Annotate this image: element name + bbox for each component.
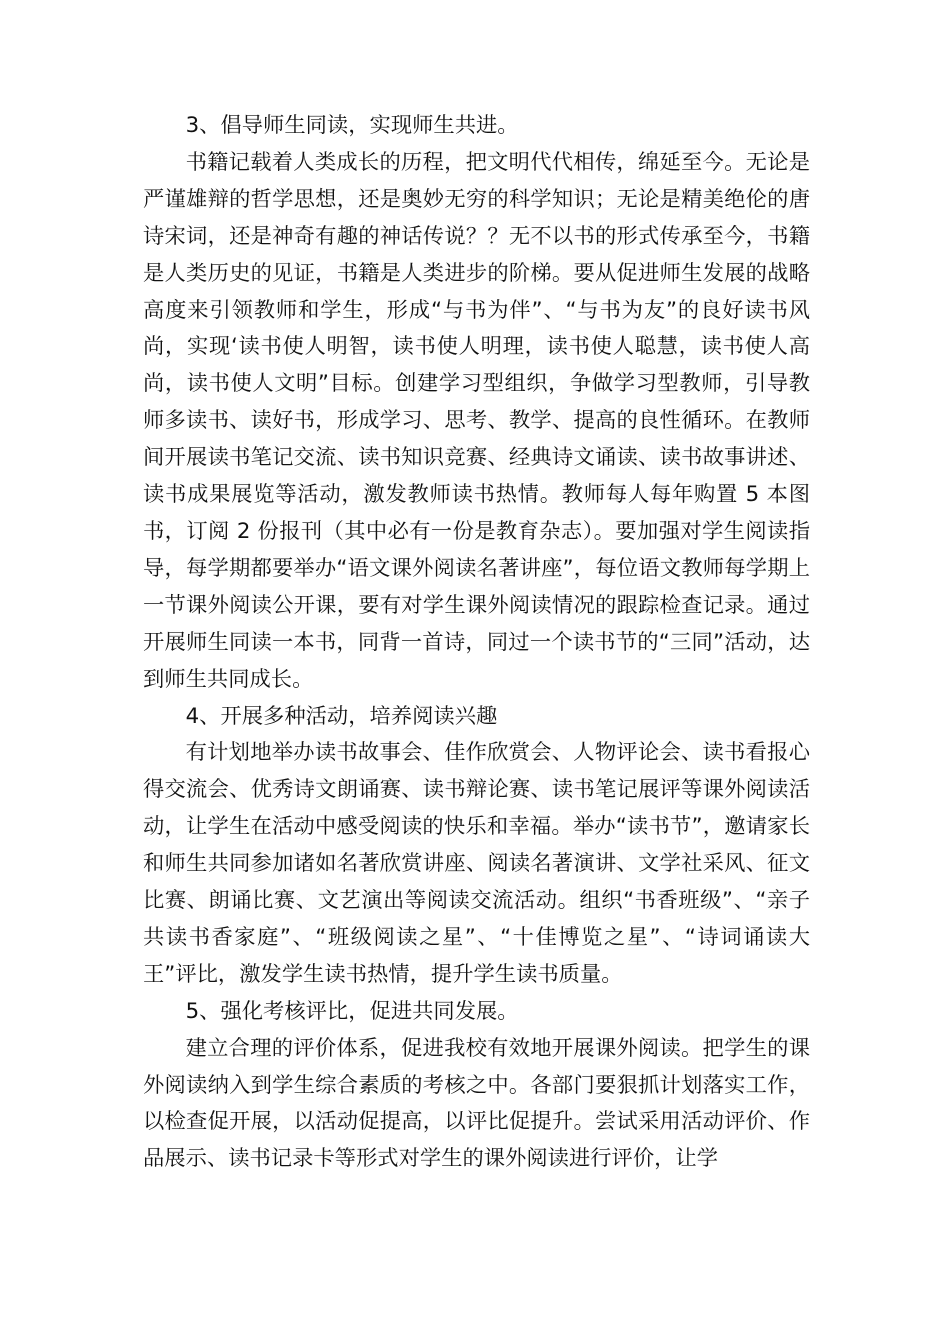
body-paragraph-teacher-reading: 书籍记载着人类成长的历程，把文明代代相传，绵延至今。无论是严谨雄辩的哲学思想，还是奥妙无穷的科学知识；无论是精美绝伦的唐诗宋词，还是神奇有趣的神话传说？？无不以书的形式传承至今，书籍是人类历史的见证，书籍是人类进步的阶梯。要从促进师生发展的战略高度来引领教师和学生，形成“与书为伴”、“与书为友”的良好读书风尚，实现‘读书使人明智，读书使人明理，读书使人聪慧，读书使人高尚，读书使人文明”目标。创建学习型组织，争做学习型教师，引导教师多读书、读好书，形成学习、思考、教学、提高的良性循环。在教师间开展读书笔记交流、读书知识竞赛、经典诗文诵读、读书故事讲述、读书成果展览等活动，激发教师读书热情。教师每人每年购置 5 本图书，订阅 2 份报刊（其中必有一份是教育杂志）。要加强对学生阅读指导，每学期都要举办“语文课外阅读名著讲座”，每位语文教师每学期上一节课外阅读公开课，要有对学生课外阅读情况的跟踪检查记录。通过开展师生同读一本书，同背一首诗，同过一个读书节的“三同”活动，达到师生共同成长。: [143, 149, 810, 692]
section-heading-5: 5、强化考核评比，促进共同发展。: [185, 998, 519, 1024]
body-paragraph-evaluation: 建立合理的评价体系，促进我校有效地开展课外阅读。把学生的课外阅读纳入到学生综合素质的考核之中。各部门要狠抓计划落实工作，以检查促开展，以活动促提高，以评比促提升。尝试采用活动评价、作品展示、读书记录卡等形式对学生的课外阅读进行评价，让学: [143, 1035, 810, 1172]
body-paragraph-activities: 有计划地举办读书故事会、佳作欣赏会、人物评论会、读书看报心得交流会、优秀诗文朗诵赛、读书辩论赛、读书笔记展评等课外阅读活动，让学生在活动中感受阅读的快乐和幸福。举办“读书节”，邀请家长和师生共同参加诸如名著欣赏讲座、阅读名著演讲、文学社采风、征文比赛、朗诵比赛、文艺演出等阅读交流活动。组织“书香班级”、“亲子共读书香家庭”、“班级阅读之星”、“十佳博览之星”、“诗词诵读大王”评比，激发学生读书热情，提升学生读书质量。: [143, 740, 810, 987]
section-heading-4: 4、开展多种活动，培养阅读兴趣: [185, 703, 498, 729]
section-heading-3: 3、倡导师生同读，实现师生共进。: [185, 113, 519, 138]
document-page: [143, 108, 810, 1178]
